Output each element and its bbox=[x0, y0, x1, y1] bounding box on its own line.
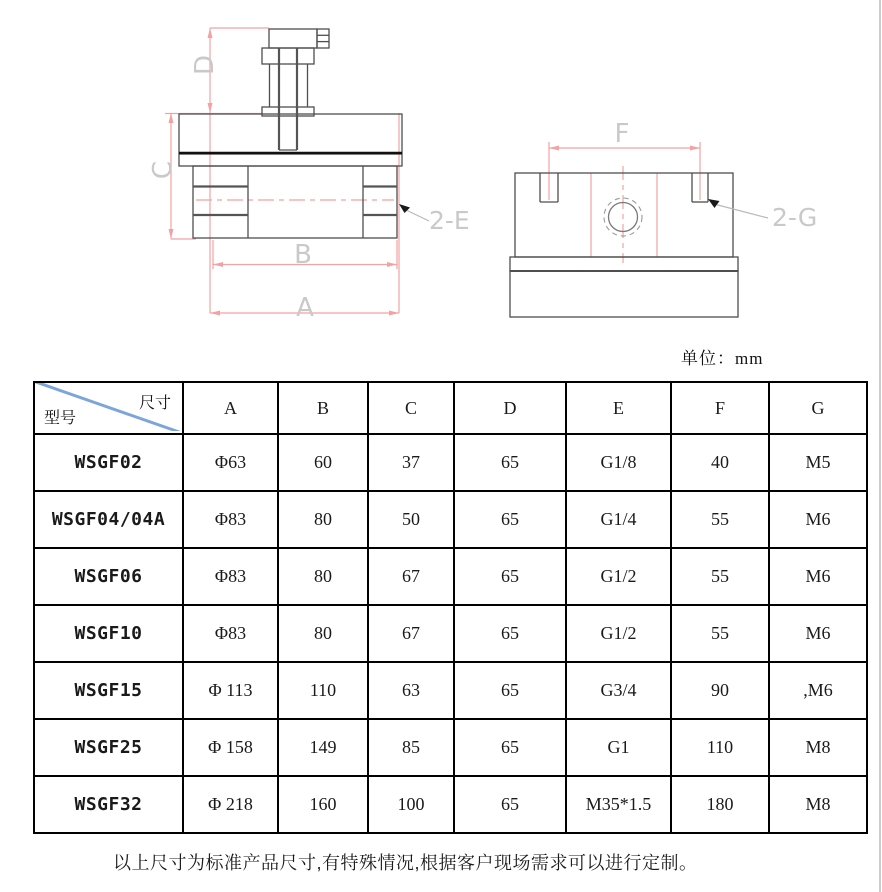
cell-value: 80 bbox=[278, 548, 368, 605]
cell-value: 110 bbox=[671, 719, 769, 776]
cell-value: 65 bbox=[454, 491, 566, 548]
port-callout-2g: 2-G bbox=[772, 203, 818, 232]
cell-value: 65 bbox=[454, 605, 566, 662]
cell-value: 60 bbox=[278, 434, 368, 491]
model-name: WSGF06 bbox=[34, 548, 183, 605]
cell-value: G1/2 bbox=[566, 548, 671, 605]
cell-value: 65 bbox=[454, 719, 566, 776]
table-row bbox=[34, 434, 867, 491]
cell-value: 67 bbox=[368, 548, 454, 605]
cell-value: G1/8 bbox=[566, 434, 671, 491]
table-row bbox=[34, 548, 867, 605]
column-header-g: G bbox=[769, 382, 867, 434]
cell-value: M6 bbox=[769, 548, 867, 605]
cell-value: 63 bbox=[368, 662, 454, 719]
cell-value: 85 bbox=[368, 719, 454, 776]
port-g-leader-arrow-icon bbox=[708, 199, 720, 208]
table-corner-cell bbox=[34, 382, 183, 434]
cell-value: G3/4 bbox=[566, 662, 671, 719]
front-view-thick-lines bbox=[193, 48, 397, 215]
cell-value: 50 bbox=[368, 491, 454, 548]
column-header-d: D bbox=[454, 382, 566, 434]
model-name: WSGF32 bbox=[34, 776, 183, 833]
cell-value: G1/4 bbox=[566, 491, 671, 548]
cell-value: ,M6 bbox=[769, 662, 867, 719]
cell-value: 55 bbox=[671, 605, 769, 662]
cell-value: 90 bbox=[671, 662, 769, 719]
port-e-leader-line bbox=[404, 209, 429, 221]
dim-label-b: B bbox=[294, 240, 312, 270]
cell-value: 100 bbox=[368, 776, 454, 833]
cell-value: M35*1.5 bbox=[566, 776, 671, 833]
dimension-table bbox=[33, 381, 868, 834]
cell-value: 80 bbox=[278, 491, 368, 548]
cell-value: 65 bbox=[454, 434, 566, 491]
cell-value: 40 bbox=[671, 434, 769, 491]
cell-value: 65 bbox=[454, 776, 566, 833]
port-callout-2e: 2-E bbox=[429, 206, 470, 235]
dim-label-d: D bbox=[190, 54, 220, 76]
table-row bbox=[34, 662, 867, 719]
corner-size-label: 尺寸 bbox=[138, 395, 171, 412]
cell-value: Φ83 bbox=[183, 548, 278, 605]
cell-value: 180 bbox=[671, 776, 769, 833]
cell-value: 65 bbox=[454, 662, 566, 719]
cell-value: Φ 113 bbox=[183, 662, 278, 719]
table-row bbox=[34, 776, 867, 833]
model-name: WSGF10 bbox=[34, 605, 183, 662]
cell-value: 65 bbox=[454, 548, 566, 605]
cell-value: Φ83 bbox=[183, 491, 278, 548]
port-g-leader-line bbox=[714, 204, 768, 218]
model-name: WSGF02 bbox=[34, 434, 183, 491]
corner-model-label: 型号 bbox=[44, 410, 77, 427]
cell-value: G1/2 bbox=[566, 605, 671, 662]
cell-value: 37 bbox=[368, 434, 454, 491]
cell-value: 55 bbox=[671, 548, 769, 605]
cell-value: 149 bbox=[278, 719, 368, 776]
cell-value: 80 bbox=[278, 605, 368, 662]
cell-value: Φ63 bbox=[183, 434, 278, 491]
cell-value: Φ 158 bbox=[183, 719, 278, 776]
column-header-f: F bbox=[671, 382, 769, 434]
cell-value: M8 bbox=[769, 719, 867, 776]
cell-value: M6 bbox=[769, 605, 867, 662]
column-header-e: E bbox=[566, 382, 671, 434]
model-name: WSGF25 bbox=[34, 719, 183, 776]
cell-value: M5 bbox=[769, 434, 867, 491]
dim-label-c: C bbox=[148, 160, 178, 180]
cell-value: 160 bbox=[278, 776, 368, 833]
model-name: WSGF04/04A bbox=[34, 491, 183, 548]
column-header-b: B bbox=[278, 382, 368, 434]
unit-label: 单位：mm bbox=[681, 349, 764, 368]
technical-drawing bbox=[0, 0, 882, 375]
column-header-a: A bbox=[183, 382, 278, 434]
cell-value: Φ 218 bbox=[183, 776, 278, 833]
customization-note: 以上尺寸为标准产品尺寸,有特殊情况,根据客户现场需求可以进行定制。 bbox=[113, 853, 698, 873]
side-view-labels bbox=[615, 119, 818, 232]
model-name: WSGF15 bbox=[34, 662, 183, 719]
page-edge-divider bbox=[879, 0, 881, 892]
table-row bbox=[34, 491, 867, 548]
table-row bbox=[34, 719, 867, 776]
table-row bbox=[34, 605, 867, 662]
dim-label-a: A bbox=[296, 293, 314, 323]
table-header-row bbox=[34, 382, 867, 434]
cell-value: M8 bbox=[769, 776, 867, 833]
cell-value: 110 bbox=[278, 662, 368, 719]
cell-value: M6 bbox=[769, 491, 867, 548]
dim-label-f: F bbox=[614, 119, 630, 149]
column-header-c: C bbox=[368, 382, 454, 434]
side-view-geometry bbox=[510, 173, 738, 317]
cell-value: G1 bbox=[566, 719, 671, 776]
cell-value: 67 bbox=[368, 605, 454, 662]
cell-value: Φ83 bbox=[183, 605, 278, 662]
front-view-labels bbox=[148, 55, 470, 323]
cell-value: 55 bbox=[671, 491, 769, 548]
